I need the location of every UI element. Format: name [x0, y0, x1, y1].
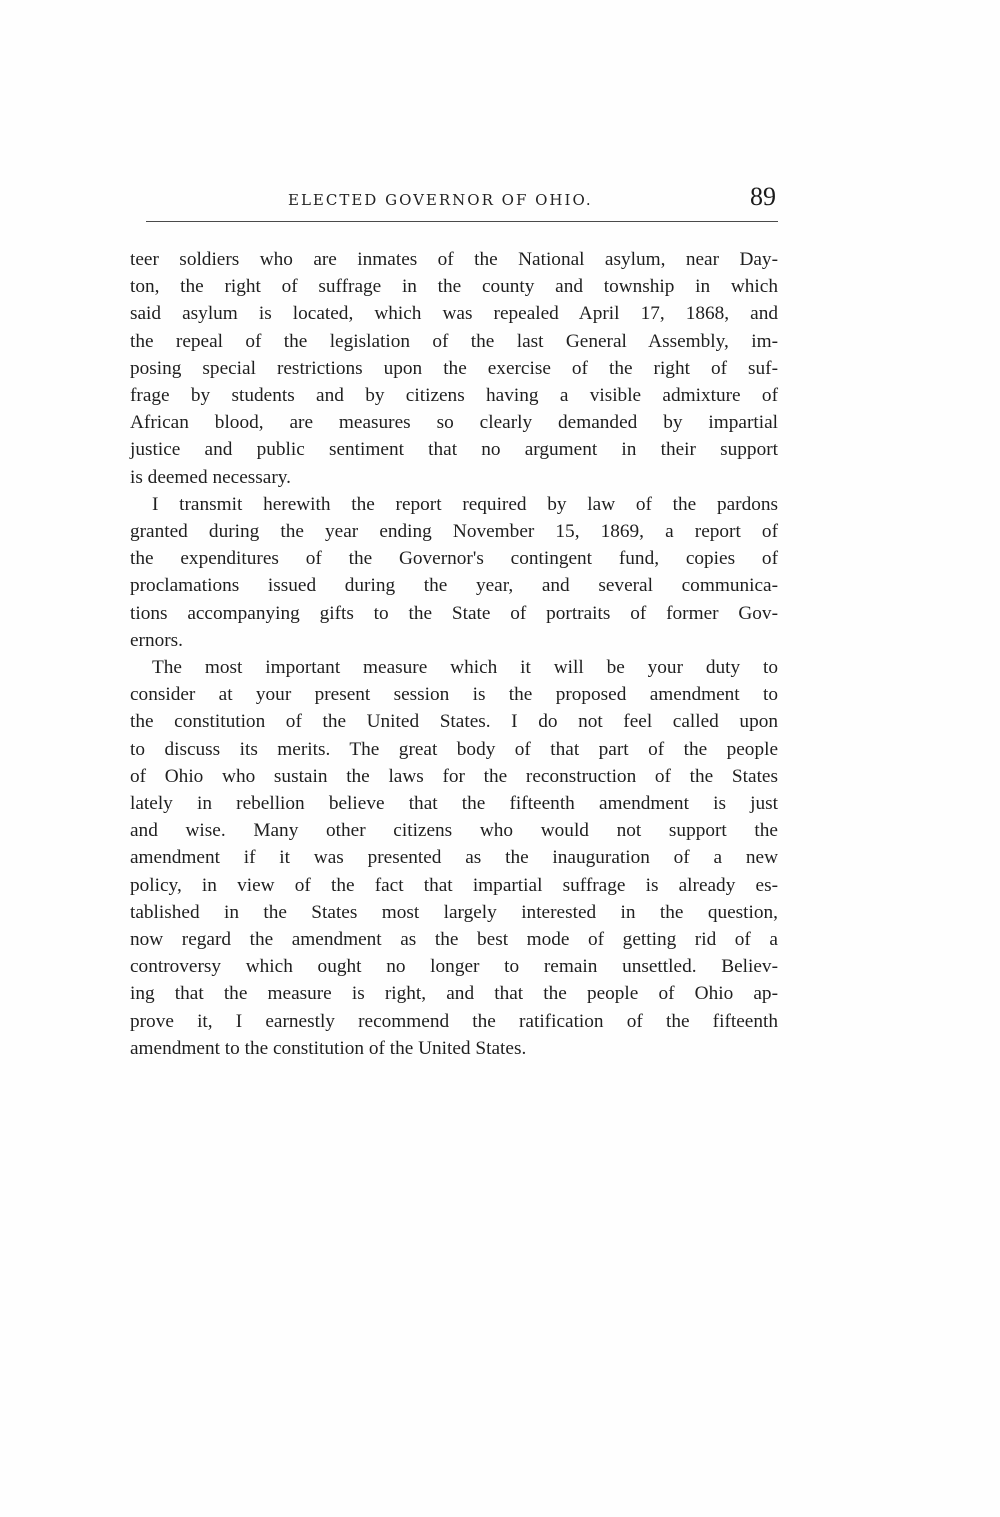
- text-line: lately in rebellion believe that the fifteenth amendment is just: [130, 793, 778, 815]
- text-line: justice and public sentiment that no argument in their support: [130, 439, 778, 461]
- text-line: prove it, I earnestly recommend the ratification of the fifteenth: [130, 1010, 778, 1032]
- text-line: posing special restrictions upon the exercise of the right of suf-: [130, 357, 778, 379]
- text-line: of Ohio who sustain the laws for the reconstruction of the States: [130, 765, 778, 787]
- text-line: amendment to the constitution of the United States.: [130, 1037, 527, 1059]
- text-line: I transmit herewith the report required by law of the pardons: [152, 493, 778, 515]
- text-line: the constitution of the United States. I do not feel called upon: [130, 711, 778, 733]
- running-head-title: ELECTED GOVERNOR OF OHIO.: [288, 191, 593, 209]
- page-number: 89: [750, 182, 776, 211]
- text-line: is deemed necessary.: [130, 466, 291, 488]
- page-header: [130, 180, 778, 220]
- text-line: said asylum is located, which was repealed April 17, 1868, and: [130, 303, 778, 325]
- text-line: to discuss its merits. The great body of that part of the people: [130, 738, 778, 760]
- text-line: and wise. Many other citizens who would not support the: [130, 820, 778, 842]
- paragraph-3: [130, 654, 778, 1062]
- text-line: the repeal of the legislation of the last General Assembly, im-: [130, 330, 778, 352]
- text-line: ernors.: [130, 629, 184, 651]
- text-line: granted during the year ending November 15, 1869, a report of: [130, 521, 778, 543]
- text-line: policy, in view of the fact that impartial suffrage is already es-: [130, 874, 778, 896]
- text-line: teer soldiers who are inmates of the National asylum, near Day-: [130, 249, 778, 270]
- text-line: frage by students and by citizens having a visible admixture of: [130, 385, 778, 407]
- text-line: ing that the measure is right, and that the people of Ohio ap-: [130, 983, 778, 1005]
- text-line: The most important measure which it will be your duty to: [152, 657, 778, 679]
- paragraph-1: [130, 246, 778, 491]
- text-line: now regard the amendment as the best mode of getting rid of a: [130, 929, 778, 951]
- text-line: tablished in the States most largely interested in the question,: [130, 901, 778, 923]
- text-line: tions accompanying gifts to the State of portraits of former Gov-: [130, 602, 778, 624]
- text-line: amendment if it was presented as the inauguration of a new: [130, 847, 778, 869]
- header-rule: [146, 221, 778, 222]
- text-line: consider at your present session is the proposed amendment to: [130, 684, 778, 706]
- body-text: [130, 246, 778, 1062]
- paragraph-2: [130, 491, 778, 654]
- text-line: ton, the right of suffrage in the county and township in which: [130, 276, 778, 298]
- text-line: African blood, are measures so clearly demanded by impartial: [130, 412, 778, 434]
- text-line: proclamations issued during the year, and several communica-: [130, 575, 778, 597]
- text-line: the expenditures of the Governor's contingent fund, copies of: [130, 548, 778, 570]
- text-line: controversy which ought no longer to remain unsettled. Believ-: [130, 956, 778, 978]
